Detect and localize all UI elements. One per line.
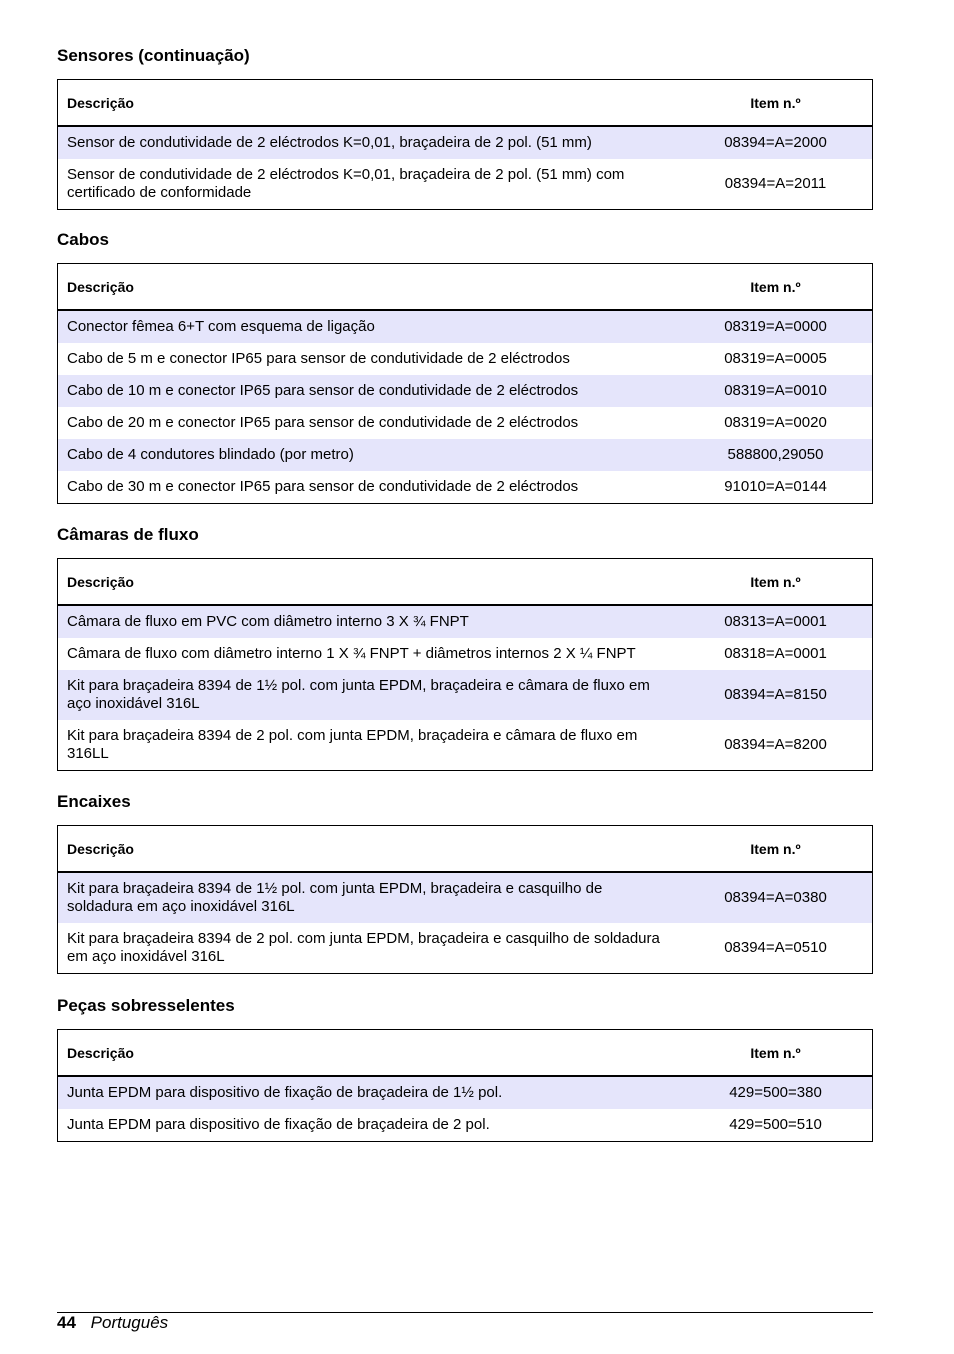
cell-item: 08394=A=8200 — [724, 736, 827, 753]
col-header-item: Item n.º — [679, 80, 873, 127]
page-number: 44 — [57, 1313, 76, 1332]
cell-item: 08394=A=2000 — [679, 126, 873, 159]
section-cabos — [57, 230, 873, 504]
table-row — [58, 375, 873, 407]
cell-description: Sensor de condutividade de 2 eléctrodos K=0,01, braçadeira de 2 pol. (51 mm) — [58, 126, 680, 159]
table-row — [58, 126, 873, 159]
section-title: Sensores (continuação) — [57, 46, 250, 65]
table-row — [58, 407, 873, 439]
parts-table — [57, 558, 873, 771]
section-encaixes — [57, 792, 873, 974]
parts-table — [57, 79, 873, 210]
cell-description: Kit para braçadeira 8394 de 2 pol. com junta EPDM, braçadeira e casquilho de soldadura em aço inoxidável 316L — [67, 930, 660, 965]
section-title: Encaixes — [57, 792, 131, 811]
cell-item: 08313=A=0001 — [679, 605, 873, 638]
table-row — [58, 343, 873, 375]
cell-description: Cabo de 10 m e conector IP65 para sensor de condutividade de 2 eléctrodos — [58, 375, 680, 407]
table-row — [58, 310, 873, 343]
col-header-item: Item n.º — [679, 264, 873, 311]
table-row — [58, 872, 873, 923]
cell-description: Junta EPDM para dispositivo de fixação de braçadeira de 2 pol. — [67, 1116, 490, 1133]
cell-item: 08319=A=0005 — [724, 350, 827, 367]
section-title: Peças sobresselentes — [57, 996, 235, 1015]
cell-item: 08394=A=2011 — [724, 175, 827, 192]
cell-description: Sensor de condutividade de 2 eléctrodos K=0,01, braçadeira de 2 pol. (51 mm) com certificado de conformidade — [67, 166, 625, 201]
table-row — [58, 159, 873, 210]
table-row — [58, 638, 873, 670]
section-camaras-de-fluxo — [57, 525, 873, 771]
section-title: Câmaras de fluxo — [57, 525, 199, 544]
table-row — [58, 670, 873, 720]
col-header-item: Item n.º — [679, 559, 873, 606]
cell-description: Cabo de 5 m e conector IP65 para sensor de condutividade de 2 eléctrodos — [67, 350, 570, 367]
cell-description: Câmara de fluxo com diâmetro interno 1 X ¾ FNPT + diâmetros internos 2 X ¼ FNPT — [67, 645, 636, 662]
col-header-description: Descrição — [58, 559, 680, 606]
col-header-item: Item n.º — [679, 826, 873, 873]
table-row — [58, 923, 873, 974]
table-row — [58, 1109, 873, 1142]
cell-description: Conector fêmea 6+T com esquema de ligação — [58, 310, 680, 343]
table-row — [58, 720, 873, 771]
cell-description: Kit para braçadeira 8394 de 2 pol. com junta EPDM, braçadeira e câmara de fluxo em 316LL — [67, 727, 638, 762]
parts-table — [57, 1029, 873, 1142]
col-header-item: Item n.º — [679, 1030, 873, 1077]
cell-description: Cabo de 20 m e conector IP65 para sensor de condutividade de 2 eléctrodos — [67, 414, 579, 431]
cell-item: 08394=A=8150 — [679, 670, 873, 720]
cell-item: 08394=A=0380 — [679, 872, 873, 923]
table-row — [58, 471, 873, 504]
col-header-description: Descrição — [58, 826, 680, 873]
cell-description: Junta EPDM para dispositivo de fixação de braçadeira de 1½ pol. — [58, 1076, 680, 1109]
cell-description: Cabo de 30 m e conector IP65 para sensor de condutividade de 2 eléctrodos — [67, 478, 579, 495]
section-title: Cabos — [57, 230, 109, 249]
table-row — [58, 439, 873, 471]
footer-language: Português — [90, 1313, 169, 1332]
parts-table — [57, 825, 873, 974]
col-header-description: Descrição — [58, 264, 680, 311]
cell-item: 08319=A=0010 — [679, 375, 873, 407]
cell-description: Cabo de 4 condutores blindado (por metro) — [58, 439, 680, 471]
table-row — [58, 605, 873, 638]
cell-item: 429=500=510 — [729, 1116, 822, 1133]
cell-item: 08319=A=0000 — [679, 310, 873, 343]
cell-item: 08318=A=0001 — [724, 645, 827, 662]
section-sensores — [57, 46, 873, 210]
cell-item: 08394=A=0510 — [724, 939, 827, 956]
cell-description: Kit para braçadeira 8394 de 1½ pol. com junta EPDM, braçadeira e câmara de fluxo em aço inoxidável 316L — [58, 670, 680, 720]
col-header-description: Descrição — [58, 1030, 680, 1077]
cell-item: 588800,29050 — [679, 439, 873, 471]
table-row — [58, 1076, 873, 1109]
cell-item: 429=500=380 — [679, 1076, 873, 1109]
cell-description: Câmara de fluxo em PVC com diâmetro interno 3 X ¾ FNPT — [58, 605, 680, 638]
cell-description: Kit para braçadeira 8394 de 1½ pol. com junta EPDM, braçadeira e casquilho de soldadura em aço inoxidável 316L — [58, 872, 680, 923]
parts-table — [57, 263, 873, 504]
page-footer — [57, 1312, 873, 1333]
col-header-description: Descrição — [58, 80, 680, 127]
section-pecas-sobresselentes — [57, 996, 873, 1142]
cell-item: 91010=A=0144 — [724, 478, 827, 495]
cell-item: 08319=A=0020 — [724, 414, 827, 431]
